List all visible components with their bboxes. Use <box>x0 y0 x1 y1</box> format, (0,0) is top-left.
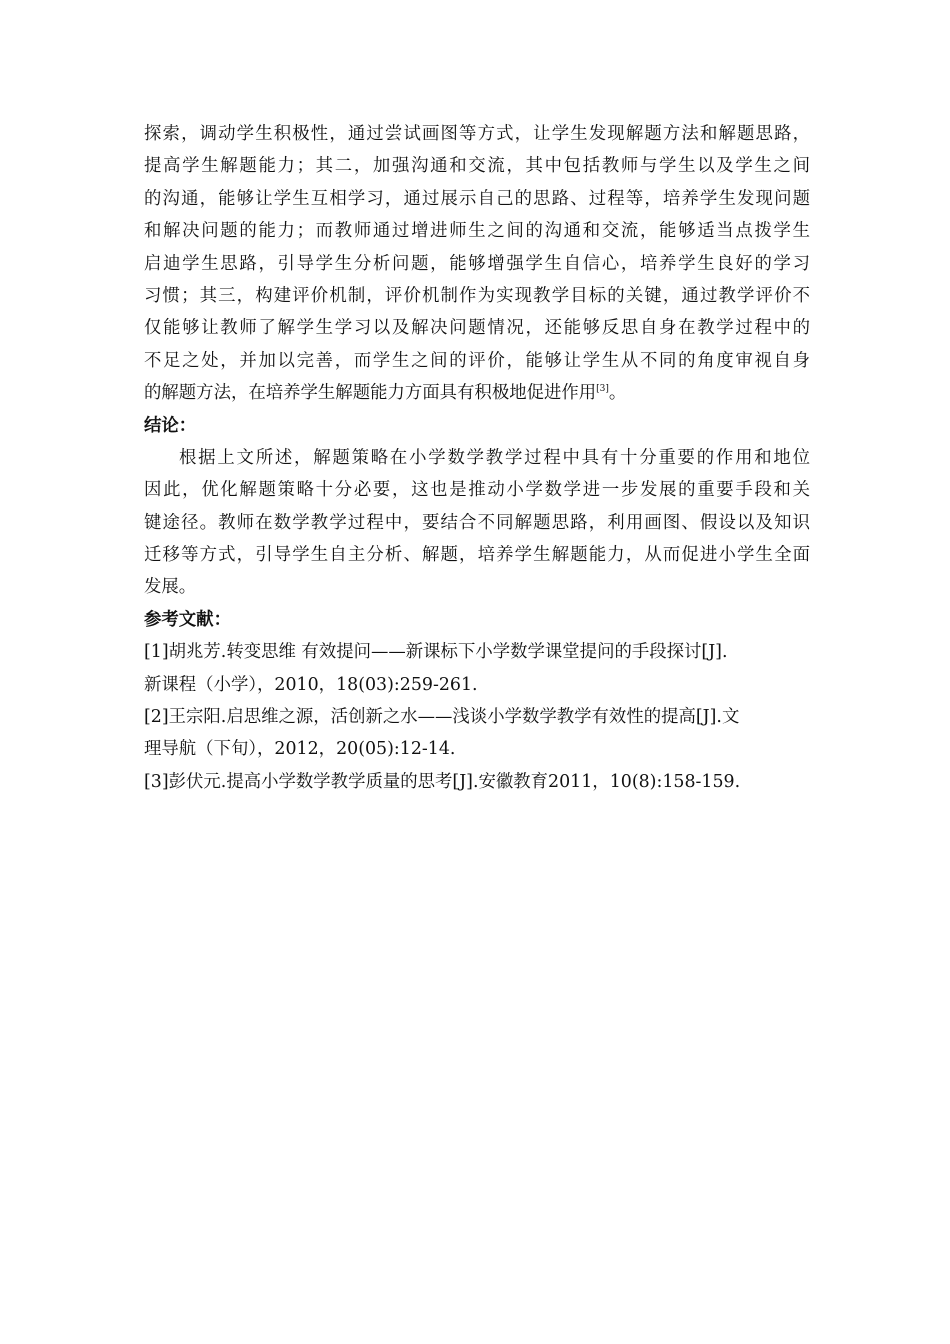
body-paragraph <box>144 118 810 410</box>
body-line: 探索，调动学生积极性，通过尝试画图等方式，让学生发现解题方法和解题思路， <box>144 124 810 144</box>
conclusion-line: 根据上文所述，解题策略在小学数学教学过程中具有十分重要的作用和地位 <box>179 447 810 468</box>
reference-line: [2]王宗阳.启思维之源，活创新之水——浅谈小学数学教学有效性的提高[J].文 <box>144 707 740 728</box>
conclusion-paragraph <box>144 442 810 604</box>
body-line: 仅能够让教师了解学生学习以及解决问题情况，还能够反思自身在教学过程中的 <box>144 318 810 339</box>
reference-line: 理导航（下旬），2012，20(05):12-14. <box>144 739 456 760</box>
body-line: 习惯；其三，构建评价机制，评价机制作为实现教学目标的关键，通过教学评价不 <box>144 285 810 306</box>
body-line-last <box>144 377 810 409</box>
conclusion-line: 迁移等方式，引导学生自主分析、解题，培养学生解题能力，从而促进小学生全面 <box>144 545 810 566</box>
end-punctuation: 。 <box>608 383 627 404</box>
page-content <box>144 118 810 798</box>
body-line-text: 的解题方法，在培养学生解题能力方面具有积极地促进作用 <box>144 383 597 404</box>
reference-line: [1]胡兆芳.转变思维 有效提问——新课标下小学数学课堂提问的手段探讨[J]. <box>144 642 728 663</box>
references-list <box>144 636 810 798</box>
conclusion-heading: 结论： <box>144 415 197 436</box>
body-line: 启迪学生思路，引导学生分析问题，能够增强学生自信心，培养学生良好的学习 <box>144 253 810 274</box>
conclusion-line: 发展。 <box>144 577 197 598</box>
references-heading: 参考文献： <box>144 609 231 630</box>
citation-marker: [3] <box>596 384 609 395</box>
conclusion-line: 键途径。教师在数学教学过程中，要结合不同解题思路，利用画图、假设以及知识 <box>144 512 810 533</box>
reference-line: 新课程（小学），2010，18(03):259-261. <box>144 674 478 695</box>
body-line: 不足之处，并加以完善，而学生之间的评价，能够让学生从不同的角度审视自身 <box>144 350 810 371</box>
reference-line: [3]彭伏元.提高小学数学教学质量的思考[J].安徽教育2011，10(8):158-159. <box>144 771 741 792</box>
conclusion-line: 因此，优化解题策略十分必要，这也是推动小学数学进一步发展的重要手段和关 <box>144 480 810 501</box>
body-line: 提高学生解题能力；其二，加强沟通和交流，其中包括教师与学生以及学生之间 <box>144 156 810 177</box>
body-line: 的沟通，能够让学生互相学习，通过展示自己的思路、过程等，培养学生发现问题 <box>144 188 810 209</box>
body-line: 和解决问题的能力；而教师通过增进师生之间的沟通和交流，能够适当点拨学生 <box>144 221 810 242</box>
